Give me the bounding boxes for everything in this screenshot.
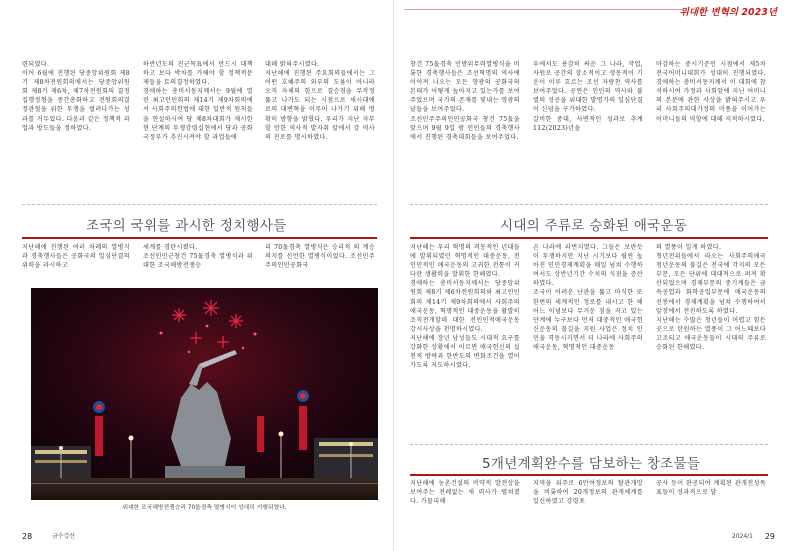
right-bottom-col-3: 공사 등이 완공되여 계획된 관개전성목표들이 성과적으로 달 (656, 480, 766, 497)
magazine-name: 금수강산 (52, 533, 76, 540)
left-mid-col-3: 리 70돐경축 열병식은 승리적 의 계승의지를 선언한 열병식이었다. 조선민주주의인민공화국 (265, 244, 375, 270)
right-mid-col-1: 지난해는 우리 혁명의 격동적인 년대들에 발휘되였던 혁명적인 대중운동, 전인민적인 애국운동의 고귀한 전통이 커다란 생활력을 발휘한 한해였다. 경애하는 총비서동지께서는 당중앙위원회 제8기 제6차전원회의와 최고인민회의 제14기 제9차회의에서 사회주의애국운동, 혁명적인 대중운동을 활발히 조직전개할데 대한 전인민적애국운동강시사상을 천명하시였다. 지난해에 장년 남성들도 시대적 요구를 강화한 상황에서 이르면 애국헌신의 실천적 방략과 한반도의 변화조건을 열어가도록 지도하시였다. (410, 244, 520, 370)
right-bottom-col-1: 지난해에 농촌건설의 비약적 발전상을 보여주는 전례없는 새 력사가 펼쳐졌다. 가물피해 (410, 480, 520, 506)
magazine-section-title: 위대한 변혁의 2023년 (679, 7, 777, 18)
right-top-col-2: 우에서도 용감히 싸운 그 나라, 작업, 자원로 공간의 장소적이고 생동적이 기운이 이루 흐르는 조선 자랑찬 역사를 보여주었다. 공연은 인민의 역사와 불멸의 성공을 위대한 발명가의 일심단결이 신념을 구가하였다. 갈비한 중대, 사변적인 성과로 추계112(2023)년을 (533, 61, 643, 132)
headline-underline-right (410, 237, 768, 239)
parade-photo (31, 288, 378, 500)
parade-photo-illustration (31, 288, 378, 500)
left-mid-col-1: 지난해에 진행된 여러 차례의 열병식과 경축행사들은 공화국의 일심단결의 위력을 과시하고 (22, 244, 130, 270)
left-top-col-2: 하반년도의 진군목표에서 만드시 대책하고 보다 박차를 가해야 할 정책적문제들을 토의결정하였다. 경애하는 총비서동지께서는 9월에 열린 최고인민회의 제14기 제9차회의에서 사회주의헌법에 대한 일반적 원칙들을 연설하시여 당 제8차대회가 제시한 현 단계의 투쟁강령실현에서 당과 공화국정부가 추진시켜야 할 과업들에 (143, 61, 253, 141)
right-top-col-1: 창건 75돐경축 민방위무력열병식을 비롯한 경축행사들은 조선혁명의 역사에 이어져 나오는 모든 영광의 공화국의 본태가 어떻게 높아지고 있는가를 보여주었으며 국가의 존재를 빛내는 영광의 날들을 보여주었다. 조선민주주의인민공화국 창건 75돐을 맞으며 9월 9일 밤 인민들의 경축행사에서 진행된 경축대회들을 보여주었다. (410, 61, 520, 141)
right-top-col-3: 마감하는 중시기준인 시점에서 제5차 전국어머니대회가 성대히 진행되였다. 경애하는 총비서동지께서 이 대회에 참석하시여 가정과 사회앞에 지닌 어머니의 본분에 관한 사상을 밝혀주시고 우리 사회주의대가정의 미풍을 이어가는 어머니들의 역할에 대해 지적하시였다. (656, 61, 766, 123)
left-mid-col-2: 세계를 경탄시켰다. 조선인민군창건 75돐경축 열병식과 위대한 조국해방전쟁승 (143, 244, 253, 270)
page-number-left: 28 (22, 532, 33, 541)
right-bottom-col-2: 지역을 위주로 6만여정보의 탈관개망을 비롯하여 20개정보의 관개체계를 일신하였고 강령포 (533, 480, 643, 506)
right-mid-col-3: 의 열풍이 일게 하였다. 청년전위들에서 라오는 사회주의애국청년운동의 불길은 전국에 각지의 모든 부문, 모든 단위에 대대적으로 퍼져 확산되었으며 경제부문의 중기계들은 금속공업과 화학공업부문에 애국운동의 선봉에서 경제계획을 넘쳐 수행하여서 앞장에서 전진하도록 하였다. 지난해는 수많은 청년들이 어렵고 힘든 곳으로 탄원하는 열풍이 그 어느때보다 고조되고 애국운동들이 시대의 주류로 승화된 한해였다. (656, 244, 766, 352)
section-headline-right-2: 5개년계획완수를 담보하는 창조물들 (482, 456, 701, 472)
section-headline: 조국의 국위를 과시한 정치행사들 (86, 218, 287, 234)
issue-date: 2024/1 (731, 533, 753, 540)
photo-caption: 위대한 조국해방전쟁승리 70돐경축 열병식이 성대히 거행되였다. (122, 505, 287, 511)
left-top-col-1: 련되였다. 이어 6월에 진행된 당중앙위원회 제8기 제8차전원회의에서는 당중앙위원회 제8기 제6차, 제7차전원회의 결정 집행정형을 중간총화하고 전원회의결정관철을 위한 투쟁을 벌려나가는 성과를 거두었다. 다음과 같은 정책적 과업과 방도들을 정하였다. (22, 61, 130, 132)
page-number-right: 29 (764, 532, 775, 541)
left-page (0, 0, 393, 551)
left-top-col-3: 대해 밝혀주시였다. 지난해에 진행된 주요회의들에서는 그 어떤 호혜주의 외부의 도움이 아니라 오직 자체의 힘으로 결승점을 무작정 뚫고 나가도 되는 시점으로 새시대에 로의 대변혁을 이루어 나가기 위해 명확히 방향을 밝혔다. 우리가 지난 자부할 만한 역사적 발자취 앞에서 강 역사의 진로를 명시하였다. (265, 61, 375, 141)
headline-underline (22, 237, 377, 239)
section-divider (22, 204, 377, 205)
headline-underline-right-2 (410, 474, 768, 476)
section-divider-right (410, 204, 768, 205)
right-mid-col-2: 손 나라에 라번지였다. 그들은 보란듯이 투쟁하지만 지난 시기보다 월씬 높아진 인민경제계획을 매일 넘쳐 수행하여서도 상반년기간 수치의 식점을 증산하였다. 조국이 어려운 난관을 뚫고 마식한 또 한번의 세계적인 정로를 내시고 한 해 어느 이념보다 무거운 짐을 지고 있는 단계에 누구보다 먼저 대중적인 애국헌신운동의 물길을 지원 사업은 정치 인민을 격동시키면서 더 나라에 사회주의애국운동, 혁명적인 대중운동 (533, 244, 643, 352)
section-divider-right-2 (410, 444, 768, 445)
section-headline-right: 시대의 주류로 승화된 애국운동 (500, 218, 688, 234)
right-page (394, 0, 787, 551)
